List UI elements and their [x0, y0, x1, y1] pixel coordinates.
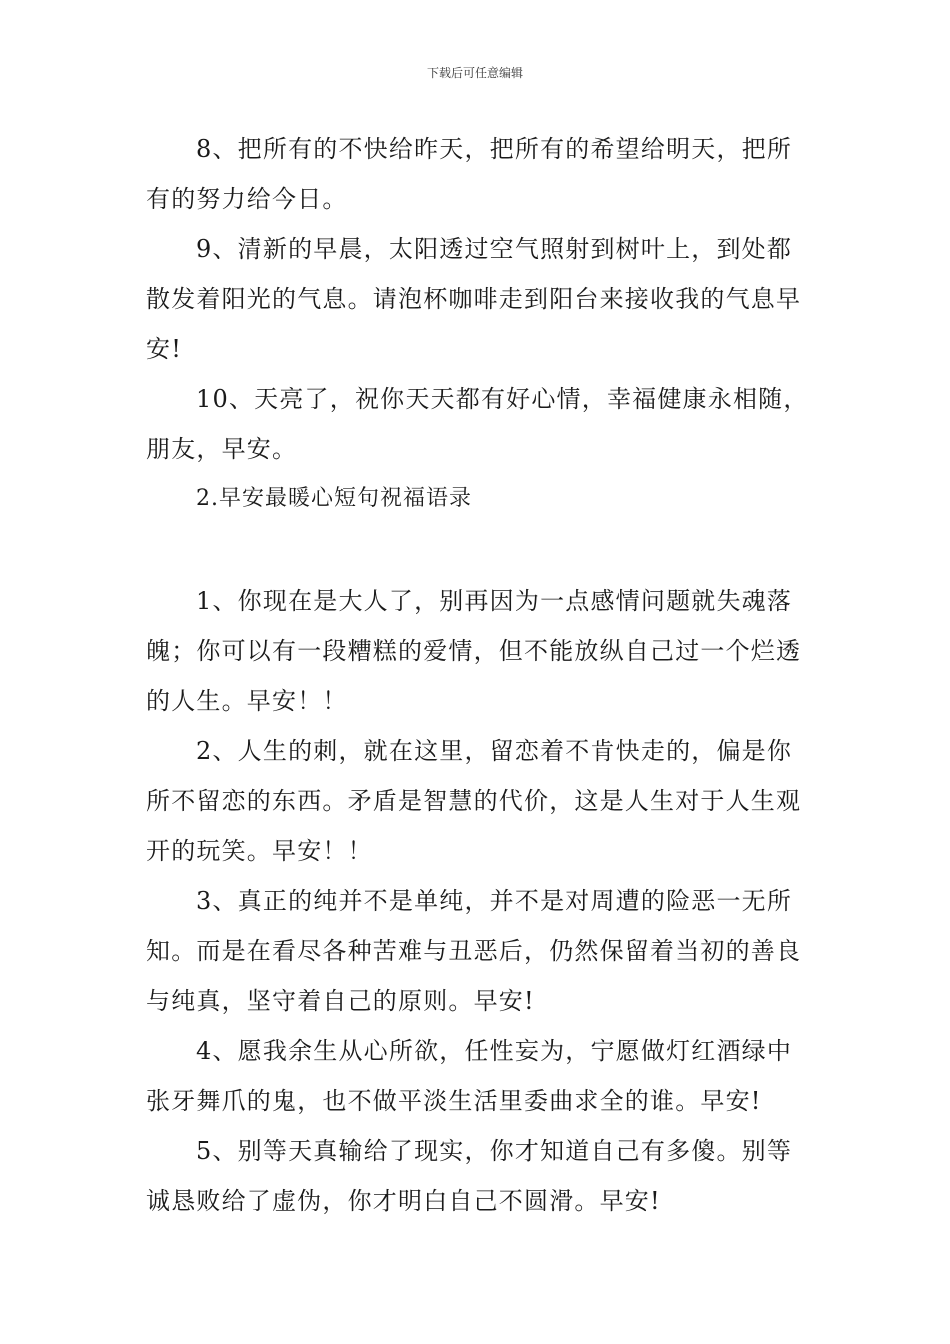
paragraph-10: 10、天亮了，祝你天天都有好心情，幸福健康永相随，朋友，早安。 [146, 385, 809, 463]
page-header: 下载后可任意编辑 [426, 66, 523, 80]
paragraph-9: 9、清新的早晨，太阳透过空气照射到树叶上，到处都散发着阳光的气息。请泡杯咖啡走到阳台来接收我的气息早安! [146, 235, 802, 363]
paragraph-5: 5、别等天真输给了现实，你才知道自己有多傻。别等诚恳败给了虚伪，你才明白自己不圆滑。早安! [146, 1137, 793, 1215]
paragraph-1: 1、你现在是大人了，别再因为一点感情问题就失魂落魄；你可以有一段糟糕的爱情，但不能放纵自己过一个烂透的人生。早安！！ [146, 587, 802, 715]
document-body [146, 124, 810, 1226]
paragraph-2: 2、人生的刺，就在这里，留恋着不肯快走的，偏是你所不留恋的东西。矛盾是智慧的代价，这是人生对于人生观开的玩笑。早安！！ [146, 737, 802, 865]
section-spacer [146, 524, 810, 576]
paragraph-3: 3、真正的纯并不是单纯，并不是对周遭的险恶一无所知。而是在看尽各种苦难与丑恶后，仍然保留着当初的善良与纯真，坚守着自己的原则。早安! [146, 887, 802, 1015]
section-heading: 2.早安最暖心短句祝福语录 [196, 486, 472, 511]
paragraph-8: 8、把所有的不快给昨天，把所有的希望给明天，把所有的努力给今日。 [146, 135, 793, 213]
paragraph-4: 4、愿我余生从心所欲，任性妄为，宁愿做灯红酒绿中张牙舞爪的鬼，也不做平淡生活里委曲求全的谁。早安! [146, 1037, 793, 1115]
